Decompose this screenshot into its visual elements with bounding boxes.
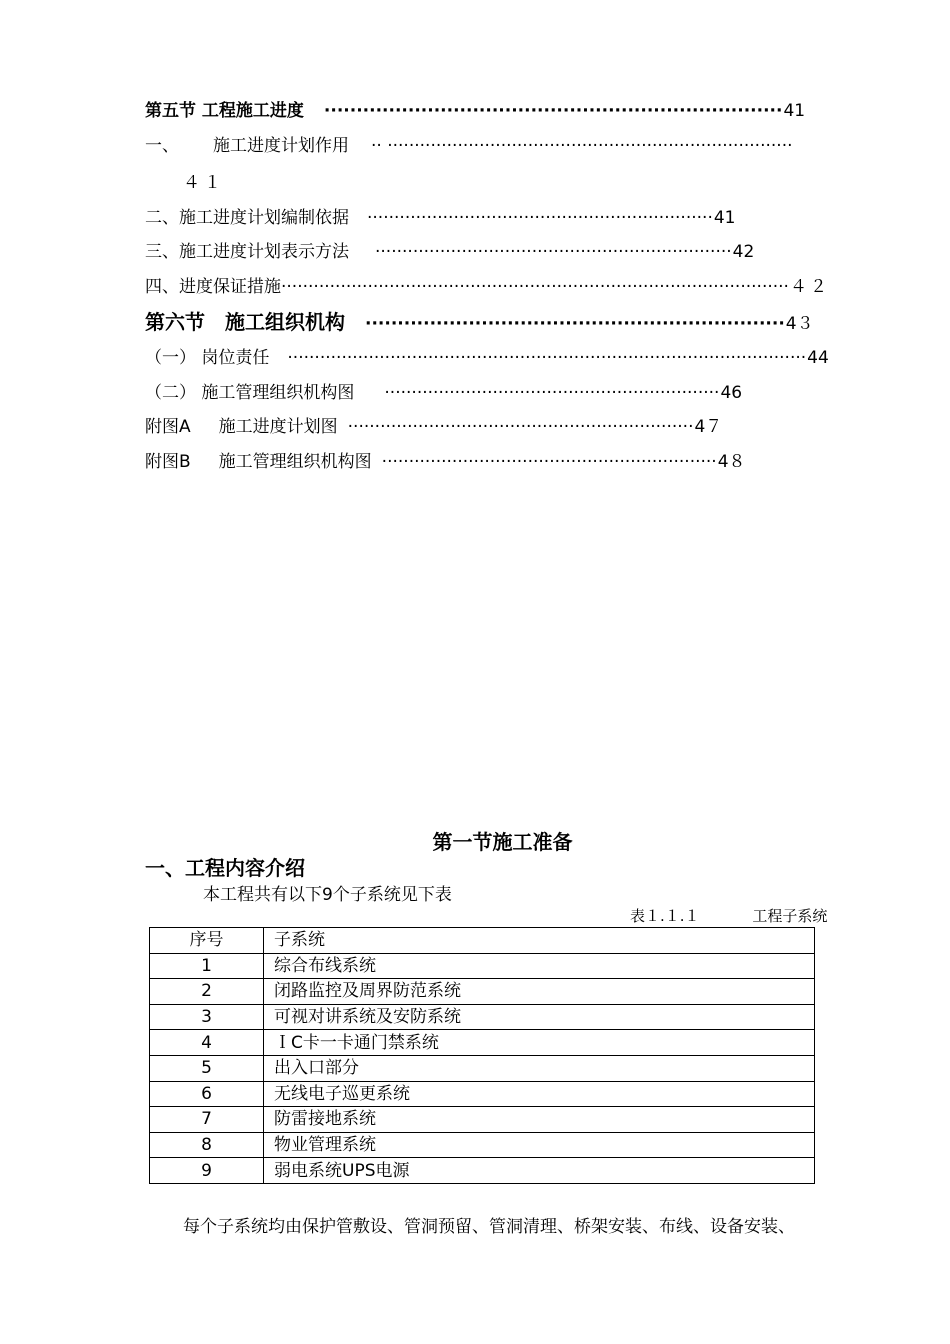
table-cell-index: 8: [150, 1132, 264, 1158]
table-row: [150, 979, 815, 1005]
toc-page-number: ４２: [789, 277, 830, 297]
table-caption-name: 工程子系统: [752, 907, 828, 925]
table-cell-index: 6: [150, 1081, 264, 1107]
subsystem-table: [149, 927, 815, 1184]
toc-entry-label: 二、施工进度计划编制依据: [145, 208, 349, 228]
toc-page-number: 44: [807, 348, 829, 368]
toc-page-number: ４１: [183, 173, 225, 193]
toc-page-number: 4３: [785, 314, 814, 334]
toc-entry-org-chart[interactable]: [145, 378, 742, 403]
toc-entry-label: 施工进度计划图: [218, 417, 338, 437]
table-cell-subsystem: 物业管理系统: [264, 1132, 815, 1158]
toc-entry-label: 附图B: [145, 452, 191, 472]
toc-leader: ·· ···········································································: [371, 136, 793, 156]
toc-entry-label: （二） 施工管理组织机构图: [145, 383, 355, 403]
toc-leader: ································································: [347, 417, 694, 437]
toc-leader: ······························································································: [281, 277, 789, 297]
table-row: [150, 1004, 815, 1030]
toc-page-number: 42: [732, 242, 755, 262]
table-cell-subsystem: 弱电系统UPS电源: [264, 1158, 815, 1184]
toc-entry-label: 三、施工进度计划表示方法: [145, 242, 349, 262]
body-paragraph: 每个子系统均由保护管敷设、管洞预留、管洞清理、桥架安装、布线、设备安装、: [183, 1217, 795, 1237]
table-cell-subsystem: 综合布线系统: [264, 953, 815, 979]
toc-page-number: 4７: [694, 417, 723, 437]
toc-page-number: 41: [713, 208, 736, 228]
table-cell-index: 9: [150, 1158, 264, 1184]
table-cell-index: 2: [150, 979, 264, 1005]
intro-text: 本工程共有以下9个子系统见下表: [203, 885, 452, 905]
table-cell-subsystem: 防雷接地系统: [264, 1107, 815, 1133]
table-row: [150, 1158, 815, 1184]
table-cell-subsystem: ＩC卡一卡通门禁系统: [264, 1030, 815, 1056]
toc-entry-label: 第五节 工程施工进度: [145, 101, 304, 121]
table-row: [150, 1107, 815, 1133]
table-row: [150, 1030, 815, 1056]
table-cell-subsystem: 可视对讲系统及安防系统: [264, 1004, 815, 1030]
table-cell-index: 1: [150, 953, 264, 979]
toc-entry-label: （一） 岗位责任: [145, 348, 270, 368]
toc-entry-label: 施工管理组织机构图: [218, 452, 372, 472]
toc-entry-label: 施工进度计划作用: [213, 136, 349, 156]
table-caption: [630, 905, 827, 926]
table-row: [150, 953, 815, 979]
table-header-cell: 序号: [150, 928, 264, 954]
table-cell-index: 3: [150, 1004, 264, 1030]
table-cell-index: 5: [150, 1055, 264, 1081]
toc-page-number: 41: [783, 101, 806, 121]
table-cell-index: 4: [150, 1030, 264, 1056]
table-row: [150, 1055, 815, 1081]
toc-entry-label: 第六节 施工组织机构: [145, 310, 345, 334]
toc-leader: ································································: [367, 208, 713, 228]
toc-leader: ·······································································: [323, 101, 783, 121]
toc-leader: ··································································: [375, 242, 732, 262]
table-header-row: [150, 928, 815, 954]
toc-entry-label: 四、进度保证措施: [145, 277, 281, 297]
toc-leader: ·································································: [365, 314, 785, 334]
heading: 一、工程内容介绍: [145, 856, 305, 880]
toc-entry-schedule-guarantee[interactable]: [145, 272, 830, 297]
toc-leader: ······························································: [384, 383, 720, 403]
section-title: 第一节施工准备: [432, 830, 573, 854]
toc-leader: ································································································: [287, 348, 807, 368]
table-cell-subsystem: 出入口部分: [264, 1055, 815, 1081]
table-row: [150, 1132, 815, 1158]
table-caption-number: 表１.１.１: [630, 907, 700, 925]
toc-entry-appendix-b[interactable]: [145, 447, 746, 472]
toc-entry-section-5[interactable]: [145, 96, 805, 121]
table-row: [150, 1081, 815, 1107]
table-cell-index: 7: [150, 1107, 264, 1133]
toc-entry-schedule-basis[interactable]: [145, 203, 735, 228]
toc-entry-section-6[interactable]: [145, 306, 814, 335]
toc-entry-responsibility[interactable]: [145, 343, 829, 368]
toc-entry-schedule-role[interactable]: [145, 131, 793, 156]
toc-page-number: 46: [720, 383, 743, 403]
table-cell-subsystem: 无线电子巡更系统: [264, 1081, 815, 1107]
table-cell-subsystem: 闭路监控及周界防范系统: [264, 979, 815, 1005]
toc-leader: ······························································: [381, 452, 717, 472]
toc-page-number: 4８: [717, 452, 746, 472]
toc-entry-schedule-method[interactable]: [145, 237, 754, 262]
toc-entry-label: 附图A: [145, 417, 191, 437]
toc-entry-label: 一、: [145, 136, 179, 156]
toc-entry-appendix-a[interactable]: [145, 412, 722, 437]
table-header-cell: 子系统: [264, 928, 815, 954]
